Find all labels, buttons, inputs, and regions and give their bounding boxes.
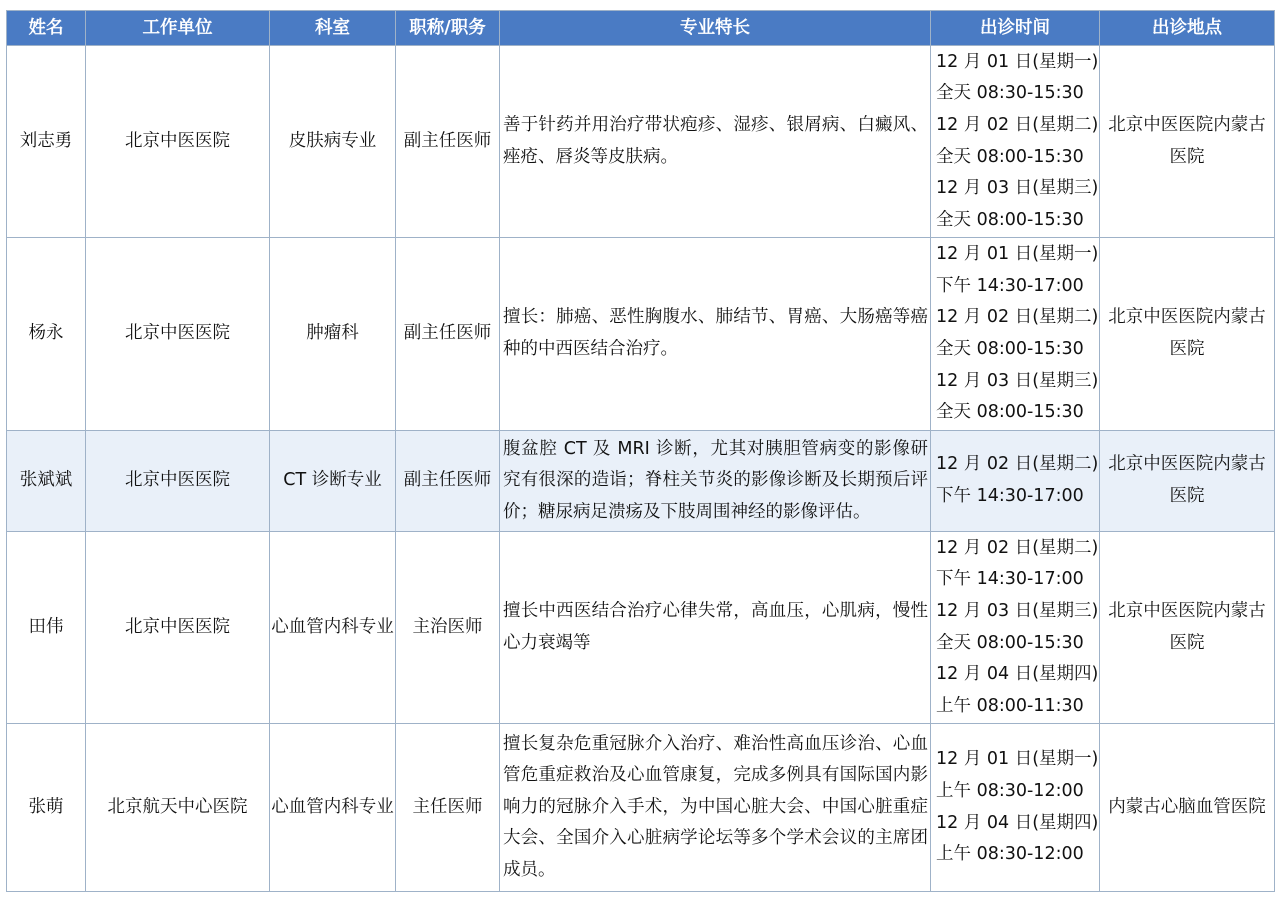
schedule-date: 12 月 02 日(星期二) [936, 114, 1099, 135]
schedule-time: 全天 08:00-15:30 [936, 339, 1084, 359]
specialty: 擅长：肺癌、恶性胸腹水、肺结节、胃癌、大肠癌等癌种的中西医结合治疗。 [500, 238, 931, 431]
header-location: 出诊地点 [1100, 11, 1275, 46]
schedule-date: 12 月 02 日(星期二) [936, 454, 1099, 475]
schedule-time: 下午 14:30-17:00 [936, 275, 1084, 296]
schedule-time: 全天 08:30-15:30 [936, 83, 1084, 104]
schedule-time: 下午 14:30-17:00 [936, 569, 1084, 590]
header-row [7, 11, 1275, 46]
doctor-name: 张斌斌 [7, 431, 86, 532]
department: 肿瘤科 [270, 238, 396, 431]
schedule-date: 12 月 03 日(星期三) [936, 370, 1099, 391]
schedule-time: 全天 08:00-15:30 [936, 146, 1084, 167]
job-title: 副主任医师 [396, 46, 500, 238]
schedule-date: 12 月 01 日(星期一) [936, 51, 1099, 72]
location: 北京中医医院内蒙古医院 [1100, 532, 1275, 724]
doctor-name: 张萌 [7, 724, 86, 892]
job-title: 主治医师 [396, 532, 500, 724]
schedule [931, 532, 1100, 724]
schedule [931, 431, 1100, 532]
specialty: 擅长中西医结合治疗心律失常，高血压，心肌病，慢性心力衰竭等 [500, 532, 931, 724]
schedule-date: 12 月 04 日(星期四) [936, 664, 1099, 685]
header-name: 姓名 [7, 11, 86, 46]
schedule-date: 12 月 02 日(星期二) [936, 307, 1099, 328]
schedule-date: 12 月 01 日(星期一) [936, 749, 1099, 770]
doctor-schedule-table-wrapper [6, 10, 1274, 892]
schedule-date: 12 月 01 日(星期一) [936, 244, 1099, 265]
department: CT 诊断专业 [270, 431, 396, 532]
work-unit: 北京中医医院 [86, 46, 270, 238]
header-title: 职称/职务 [396, 11, 500, 46]
schedule-time: 上午 08:30-12:00 [936, 844, 1084, 865]
table-row [7, 431, 1275, 532]
location: 内蒙古心脑血管医院 [1100, 724, 1275, 892]
specialty: 腹盆腔 CT 及 MRI 诊断，尤其对胰胆管病变的影像研究有很深的造诣；脊柱关节炎的影像诊断及长期预后评价；糖尿病足溃疡及下肢周围神经的影像评估。 [500, 431, 931, 532]
schedule-date: 12 月 03 日(星期三) [936, 178, 1099, 199]
schedule [931, 46, 1100, 238]
job-title: 副主任医师 [396, 238, 500, 431]
table-row [7, 724, 1275, 892]
schedule-date: 12 月 04 日(星期四) [936, 812, 1099, 833]
department: 心血管内科专业 [270, 724, 396, 892]
table-row [7, 46, 1275, 238]
schedule-date: 12 月 02 日(星期二) [936, 537, 1099, 558]
header-dept: 科室 [270, 11, 396, 46]
location: 北京中医医院内蒙古医院 [1100, 238, 1275, 431]
schedule-time: 全天 08:00-15:30 [936, 632, 1084, 653]
department: 心血管内科专业 [270, 532, 396, 724]
work-unit: 北京航天中心医院 [86, 724, 270, 892]
header-unit: 工作单位 [86, 11, 270, 46]
job-title: 副主任医师 [396, 431, 500, 532]
work-unit: 北京中医医院 [86, 238, 270, 431]
schedule-time: 全天 08:00-15:30 [936, 402, 1084, 423]
schedule-time: 上午 08:30-12:00 [936, 780, 1084, 801]
location: 北京中医医院内蒙古医院 [1100, 46, 1275, 238]
header-specialty: 专业特长 [500, 11, 931, 46]
schedule [931, 238, 1100, 431]
table-row [7, 238, 1275, 431]
department: 皮肤病专业 [270, 46, 396, 238]
schedule [931, 724, 1100, 892]
specialty: 善于针药并用治疗带状疱疹、湿疹、银屑病、白癜风、痤疮、唇炎等皮肤病。 [500, 46, 931, 238]
job-title: 主任医师 [396, 724, 500, 892]
header-schedule: 出诊时间 [931, 11, 1100, 46]
doctor-name: 田伟 [7, 532, 86, 724]
schedule-date: 12 月 03 日(星期三) [936, 600, 1099, 621]
schedule-time: 全天 08:00-15:30 [936, 209, 1084, 230]
specialty: 擅长复杂危重冠脉介入治疗、难治性高血压诊治、心血管危重症救治及心血管康复，完成多例具有国际国内影响力的冠脉介入手术，为中国心脏大会、中国心脏重症大会、全国介入心脏病学论坛等多个学术会议的主席团成员。 [500, 724, 931, 892]
work-unit: 北京中医医院 [86, 532, 270, 724]
doctor-name: 杨永 [7, 238, 86, 431]
doctor-schedule-table [6, 10, 1275, 892]
schedule-time: 下午 14:30-17:00 [936, 486, 1084, 506]
table-row [7, 532, 1275, 724]
doctor-name: 刘志勇 [7, 46, 86, 238]
schedule-time: 上午 08:00-11:30 [936, 695, 1084, 716]
location: 北京中医医院内蒙古医院 [1100, 431, 1275, 532]
work-unit: 北京中医医院 [86, 431, 270, 532]
